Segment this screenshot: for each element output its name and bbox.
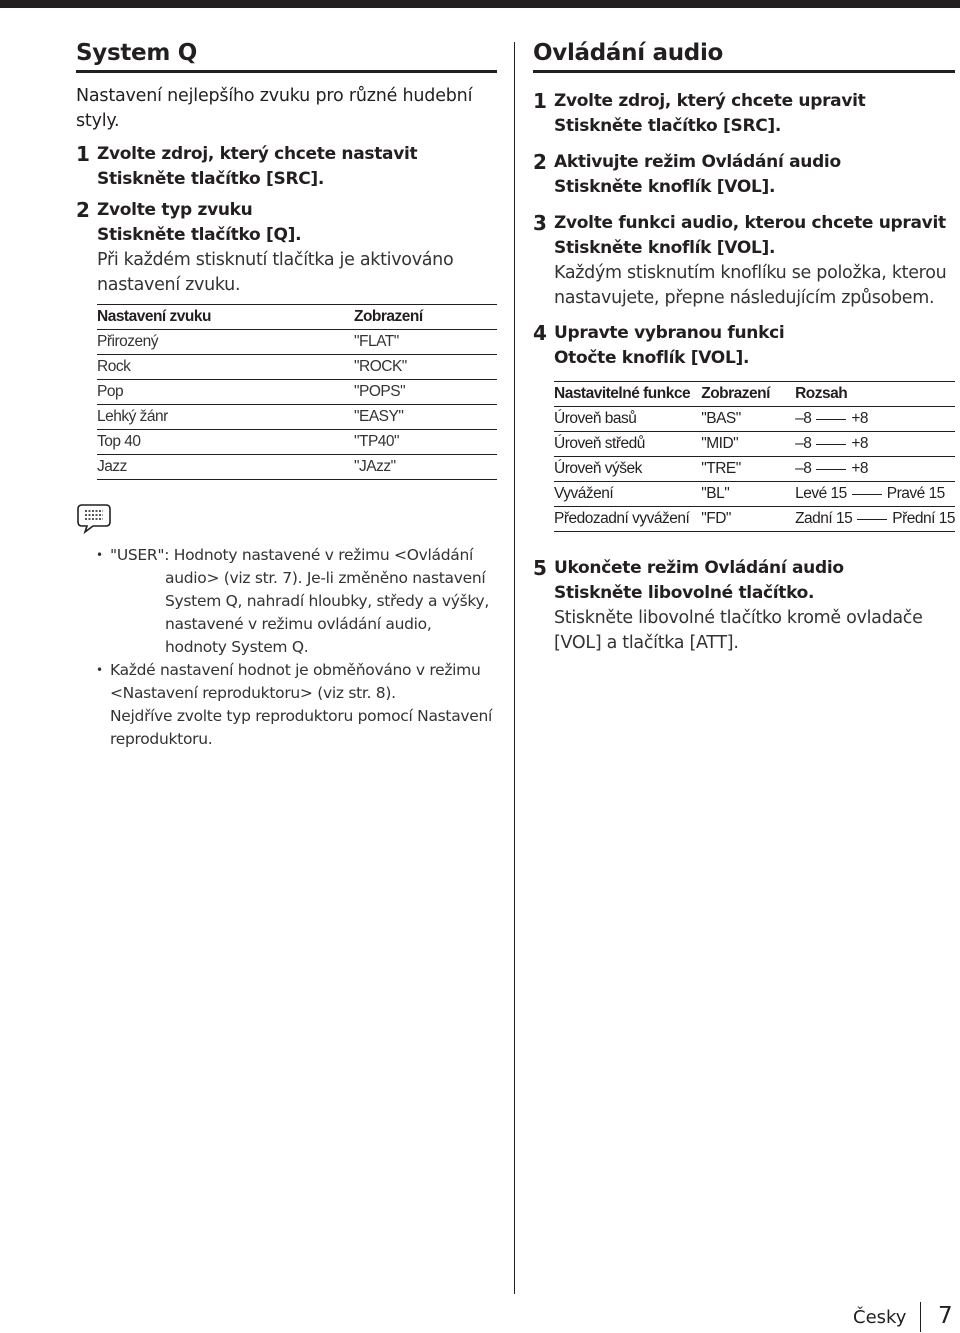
column-header: Nastavení zvuku: [97, 305, 354, 330]
sound-display: "JAzz": [354, 455, 497, 480]
range-max: Přední 15: [892, 510, 955, 527]
function-range: [795, 432, 955, 457]
table-row: [97, 330, 497, 355]
sound-name: Jazz: [97, 455, 354, 480]
range-dash: [852, 494, 882, 495]
step-4: [533, 321, 955, 532]
table-row: [97, 405, 497, 430]
step-action: Stiskněte knoflík [VOL].: [554, 177, 776, 197]
step-action: Stiskněte libovolné tlačítko.: [554, 583, 815, 603]
step-note: Při každém stisknutí tlačítka je aktivováno nastavení zvuku.: [97, 250, 454, 295]
step-number: 1: [76, 142, 90, 166]
table-row: [554, 482, 955, 507]
range-min: –8: [795, 460, 812, 477]
function-range: [795, 507, 955, 532]
table-row: [554, 507, 955, 532]
function-display: "FD": [701, 507, 795, 532]
notes-list: [76, 544, 497, 751]
sound-display: "EASY": [354, 405, 497, 430]
table-header-row: [97, 305, 497, 330]
step-3: [533, 211, 955, 311]
step-number: 5: [533, 556, 547, 580]
table-row: [97, 355, 497, 380]
range-max: +8: [851, 460, 869, 477]
step-title: Upravte vybranou funkci: [554, 323, 785, 343]
section-title: System Q: [76, 38, 497, 73]
page-number: 7: [938, 1303, 953, 1329]
function-name: Předozadní vyvážení: [554, 507, 701, 532]
top-rule: [0, 0, 960, 8]
range-dash: [816, 469, 846, 470]
column-divider: [514, 42, 515, 1294]
sound-name: Přirozený: [97, 330, 354, 355]
range-min: –8: [795, 435, 812, 452]
function-range: [795, 457, 955, 482]
step-number: 1: [533, 89, 547, 113]
step-1: [76, 142, 497, 192]
range-min: –8: [795, 410, 812, 427]
step-note: Každým stisknutím knoflíku se položka, kterou nastavujete, přepne následujícím způsobem.: [554, 263, 947, 308]
step-title: Ukončete režim Ovládání audio: [554, 558, 844, 578]
note-continuation: Nejdříve zvolte typ reproduktoru pomocí Nastavení reproduktoru.: [110, 707, 493, 748]
table-row: [554, 457, 955, 482]
audio-control-section: [533, 38, 955, 656]
function-name: Vyvážení: [554, 482, 701, 507]
sound-name: Rock: [97, 355, 354, 380]
function-name: Úroveň výšek: [554, 457, 701, 482]
range-min: Levé 15: [795, 485, 847, 502]
range-max: +8: [851, 435, 869, 452]
function-name: Úroveň středů: [554, 432, 701, 457]
footer-divider: [920, 1302, 921, 1332]
range-max: Pravé 15: [886, 485, 945, 502]
note-icon: [76, 502, 112, 534]
step-action: Stiskněte knoflík [VOL].: [554, 238, 776, 258]
function-display: "MID": [701, 432, 795, 457]
sound-display: "TP40": [354, 430, 497, 455]
table-row: [554, 407, 955, 432]
function-name: Úroveň basů: [554, 407, 701, 432]
range-dash: [816, 419, 846, 420]
sound-settings-table: [97, 304, 497, 480]
sound-name: Lehký žánr: [97, 405, 354, 430]
table-row: [97, 455, 497, 480]
function-range: [795, 482, 955, 507]
column-header: Zobrazení: [354, 305, 497, 330]
function-range: [795, 407, 955, 432]
sound-display: "ROCK": [354, 355, 497, 380]
column-header: Zobrazení: [701, 382, 795, 407]
step-action: Stiskněte tlačítko [SRC].: [97, 169, 325, 189]
step-action: Stiskněte tlačítko [SRC].: [554, 116, 782, 136]
function-display: "BAS": [701, 407, 795, 432]
step-1: [533, 89, 955, 139]
footer-language: Česky: [853, 1307, 907, 1328]
range-min: Zadní 15: [795, 510, 853, 527]
note-item: • Každé nastavení hodnot je obměňováno v režimu <Nastavení reproduktoru> (viz str. 8). Nejdříve zvolte typ reproduktoru pomocí Nastavení reproduktoru.: [76, 659, 497, 751]
note-item: • "USER": Hodnoty nastavené v režimu <Ovládání audio> (viz str. 7). Je-li změněno nastavení System Q, nahradí hloubky, středy a výšky, nastavené v režimu ovládání audio, hodnoty System Q.: [76, 544, 497, 659]
range-max: +8: [851, 410, 869, 427]
table-row: [554, 432, 955, 457]
step-action: Otočte knoflík [VOL].: [554, 348, 750, 368]
step-number: 2: [76, 198, 90, 222]
sound-name: Top 40: [97, 430, 354, 455]
step-number: 4: [533, 321, 547, 345]
step-action: Stiskněte tlačítko [Q].: [97, 225, 302, 245]
column-header: Nastavitelné funkce: [554, 382, 701, 407]
function-display: "TRE": [701, 457, 795, 482]
step-2: [76, 198, 497, 480]
range-dash: [857, 519, 887, 520]
range-dash: [816, 444, 846, 445]
step-title: Zvolte funkci audio, kterou chcete upravit: [554, 213, 946, 233]
table-row: [97, 380, 497, 405]
column-header: Rozsah: [795, 382, 955, 407]
step-5: [533, 556, 955, 656]
step-title: Zvolte zdroj, který chcete upravit: [554, 91, 866, 111]
step-title: Aktivujte režim Ovládání audio: [554, 152, 841, 172]
section-title: Ovládání audio: [533, 38, 955, 73]
step-number: 3: [533, 211, 547, 235]
intro-text: Nastavení nejlepšího zvuku pro různé hudební styly.: [76, 86, 473, 131]
step-title: Zvolte typ zvuku: [97, 200, 253, 220]
sound-name: Pop: [97, 380, 354, 405]
step-number: 2: [533, 150, 547, 174]
step-note: Stiskněte libovolné tlačítko kromě ovladače [VOL] a tlačítka [ATT].: [554, 608, 923, 653]
system-q-section: [76, 38, 497, 751]
table-header-row: [554, 382, 955, 407]
function-display: "BL": [701, 482, 795, 507]
sound-display: "FLAT": [354, 330, 497, 355]
step-2: [533, 150, 955, 200]
sound-display: "POPS": [354, 380, 497, 405]
audio-functions-table: [554, 381, 955, 532]
table-row: [97, 430, 497, 455]
step-title: Zvolte zdroj, který chcete nastavit: [97, 144, 418, 164]
